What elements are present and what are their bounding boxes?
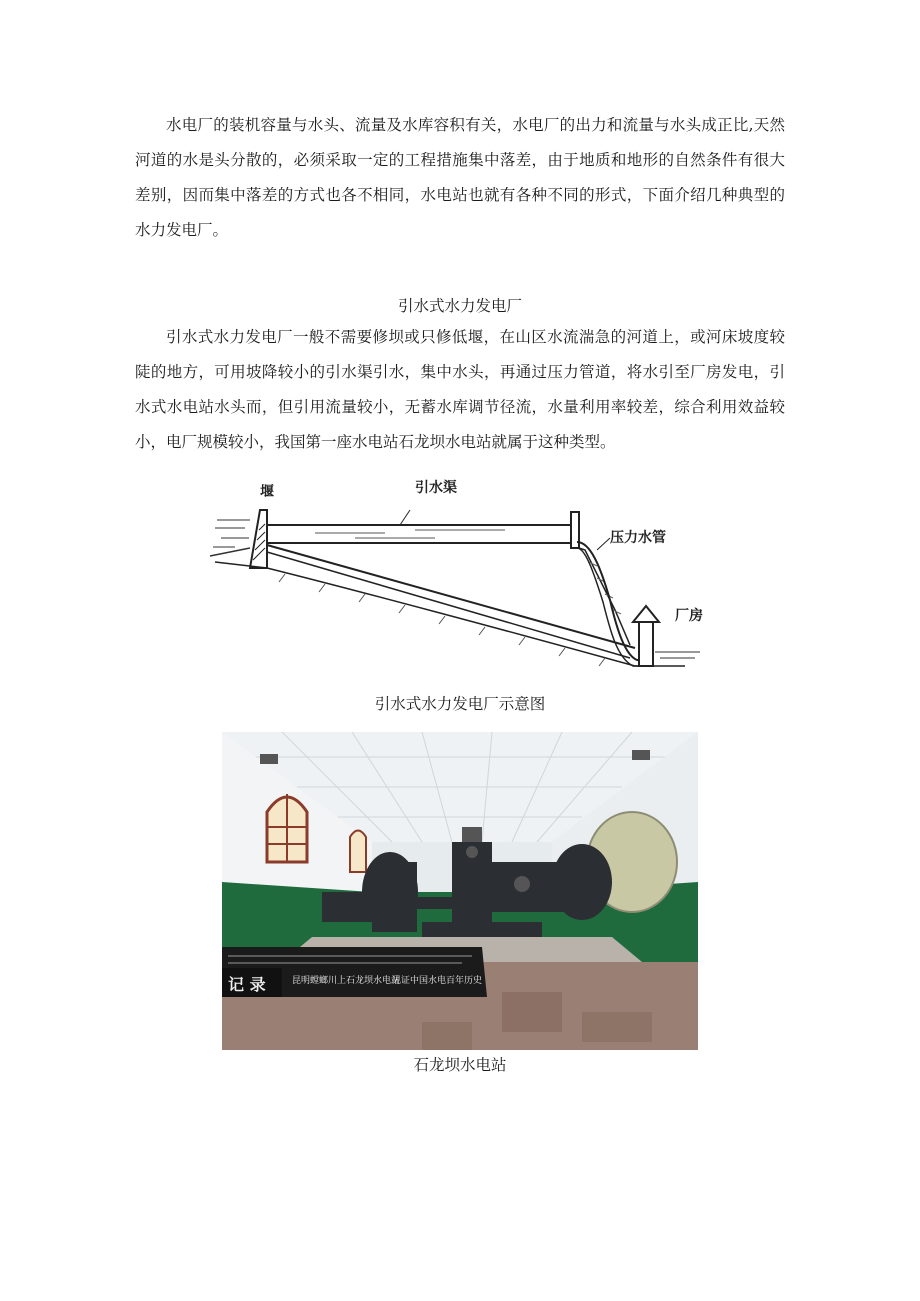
ground-hatching — [279, 574, 605, 666]
mountain-slope — [579, 548, 630, 645]
powerhouse-shape — [633, 606, 659, 666]
canal-leader-line — [400, 510, 410, 525]
intro-paragraph: 水电厂的装机容量与水头、流量及水库容积有关，水电厂的出力和流量与水头成正比,天然河道的水是头分散的，必须采取一定的工程措施集中落差，由于地质和地形的自然条件有很大差别，因而集中落差的方式也各不相同，水电站也就有各种不同的形式，下面介绍几种典型的水力发电厂。 — [135, 116, 785, 239]
wall-lamp-left — [260, 754, 278, 764]
river-water-lines — [213, 520, 250, 547]
river-bed — [210, 548, 250, 556]
section-heading: 引水式水力发电厂 — [397, 297, 522, 315]
plaque-line1: 昆明螳螂川上石龙坝水电站 — [292, 976, 401, 986]
arched-window-small — [350, 831, 366, 873]
penstock-leader-line — [597, 538, 610, 550]
plaque-title: 记 录 — [228, 975, 266, 994]
diagram-caption: 引水式水力发电厂示意图 — [374, 695, 546, 713]
canal-shape — [267, 525, 575, 543]
wall-lamp-right — [632, 750, 650, 760]
shilongba-station-photo — [222, 732, 698, 1050]
weir-label: 堰 — [260, 484, 274, 500]
canal-label: 引水渠 — [415, 480, 457, 496]
description-paragraph: 引水式水力发电厂一般不需要修坝或只修低堰，在山区水流湍急的河道上，或河床坡度较陡的地方，可用坡降较小的引水渠引水，集中水头，再通过压力管道，将水引至厂房发电，引水式水电站水头而，但引用流量较小，无蓄水库调节径流，水量利用率较差，综合利用效益较小，电厂规模较小，我国第一座水电站石龙坝水电站就属于这种类型。 — [135, 328, 785, 451]
weir-shape — [250, 510, 267, 568]
natural-river-line — [267, 545, 635, 648]
plaque-line2: 见证中国水电百年历史 — [392, 976, 483, 986]
slope-hatching — [589, 562, 621, 614]
memorial-plaque — [222, 947, 487, 997]
river-lower-line — [267, 552, 630, 658]
tailwater-lines — [655, 652, 700, 658]
penstock-label: 压力水管 — [610, 530, 666, 546]
diversion-plant-diagram — [205, 470, 715, 692]
photo-caption: 石龙坝水电站 — [413, 1056, 507, 1074]
powerhouse-label: 厂房 — [675, 608, 703, 624]
arched-window-left — [267, 794, 307, 862]
